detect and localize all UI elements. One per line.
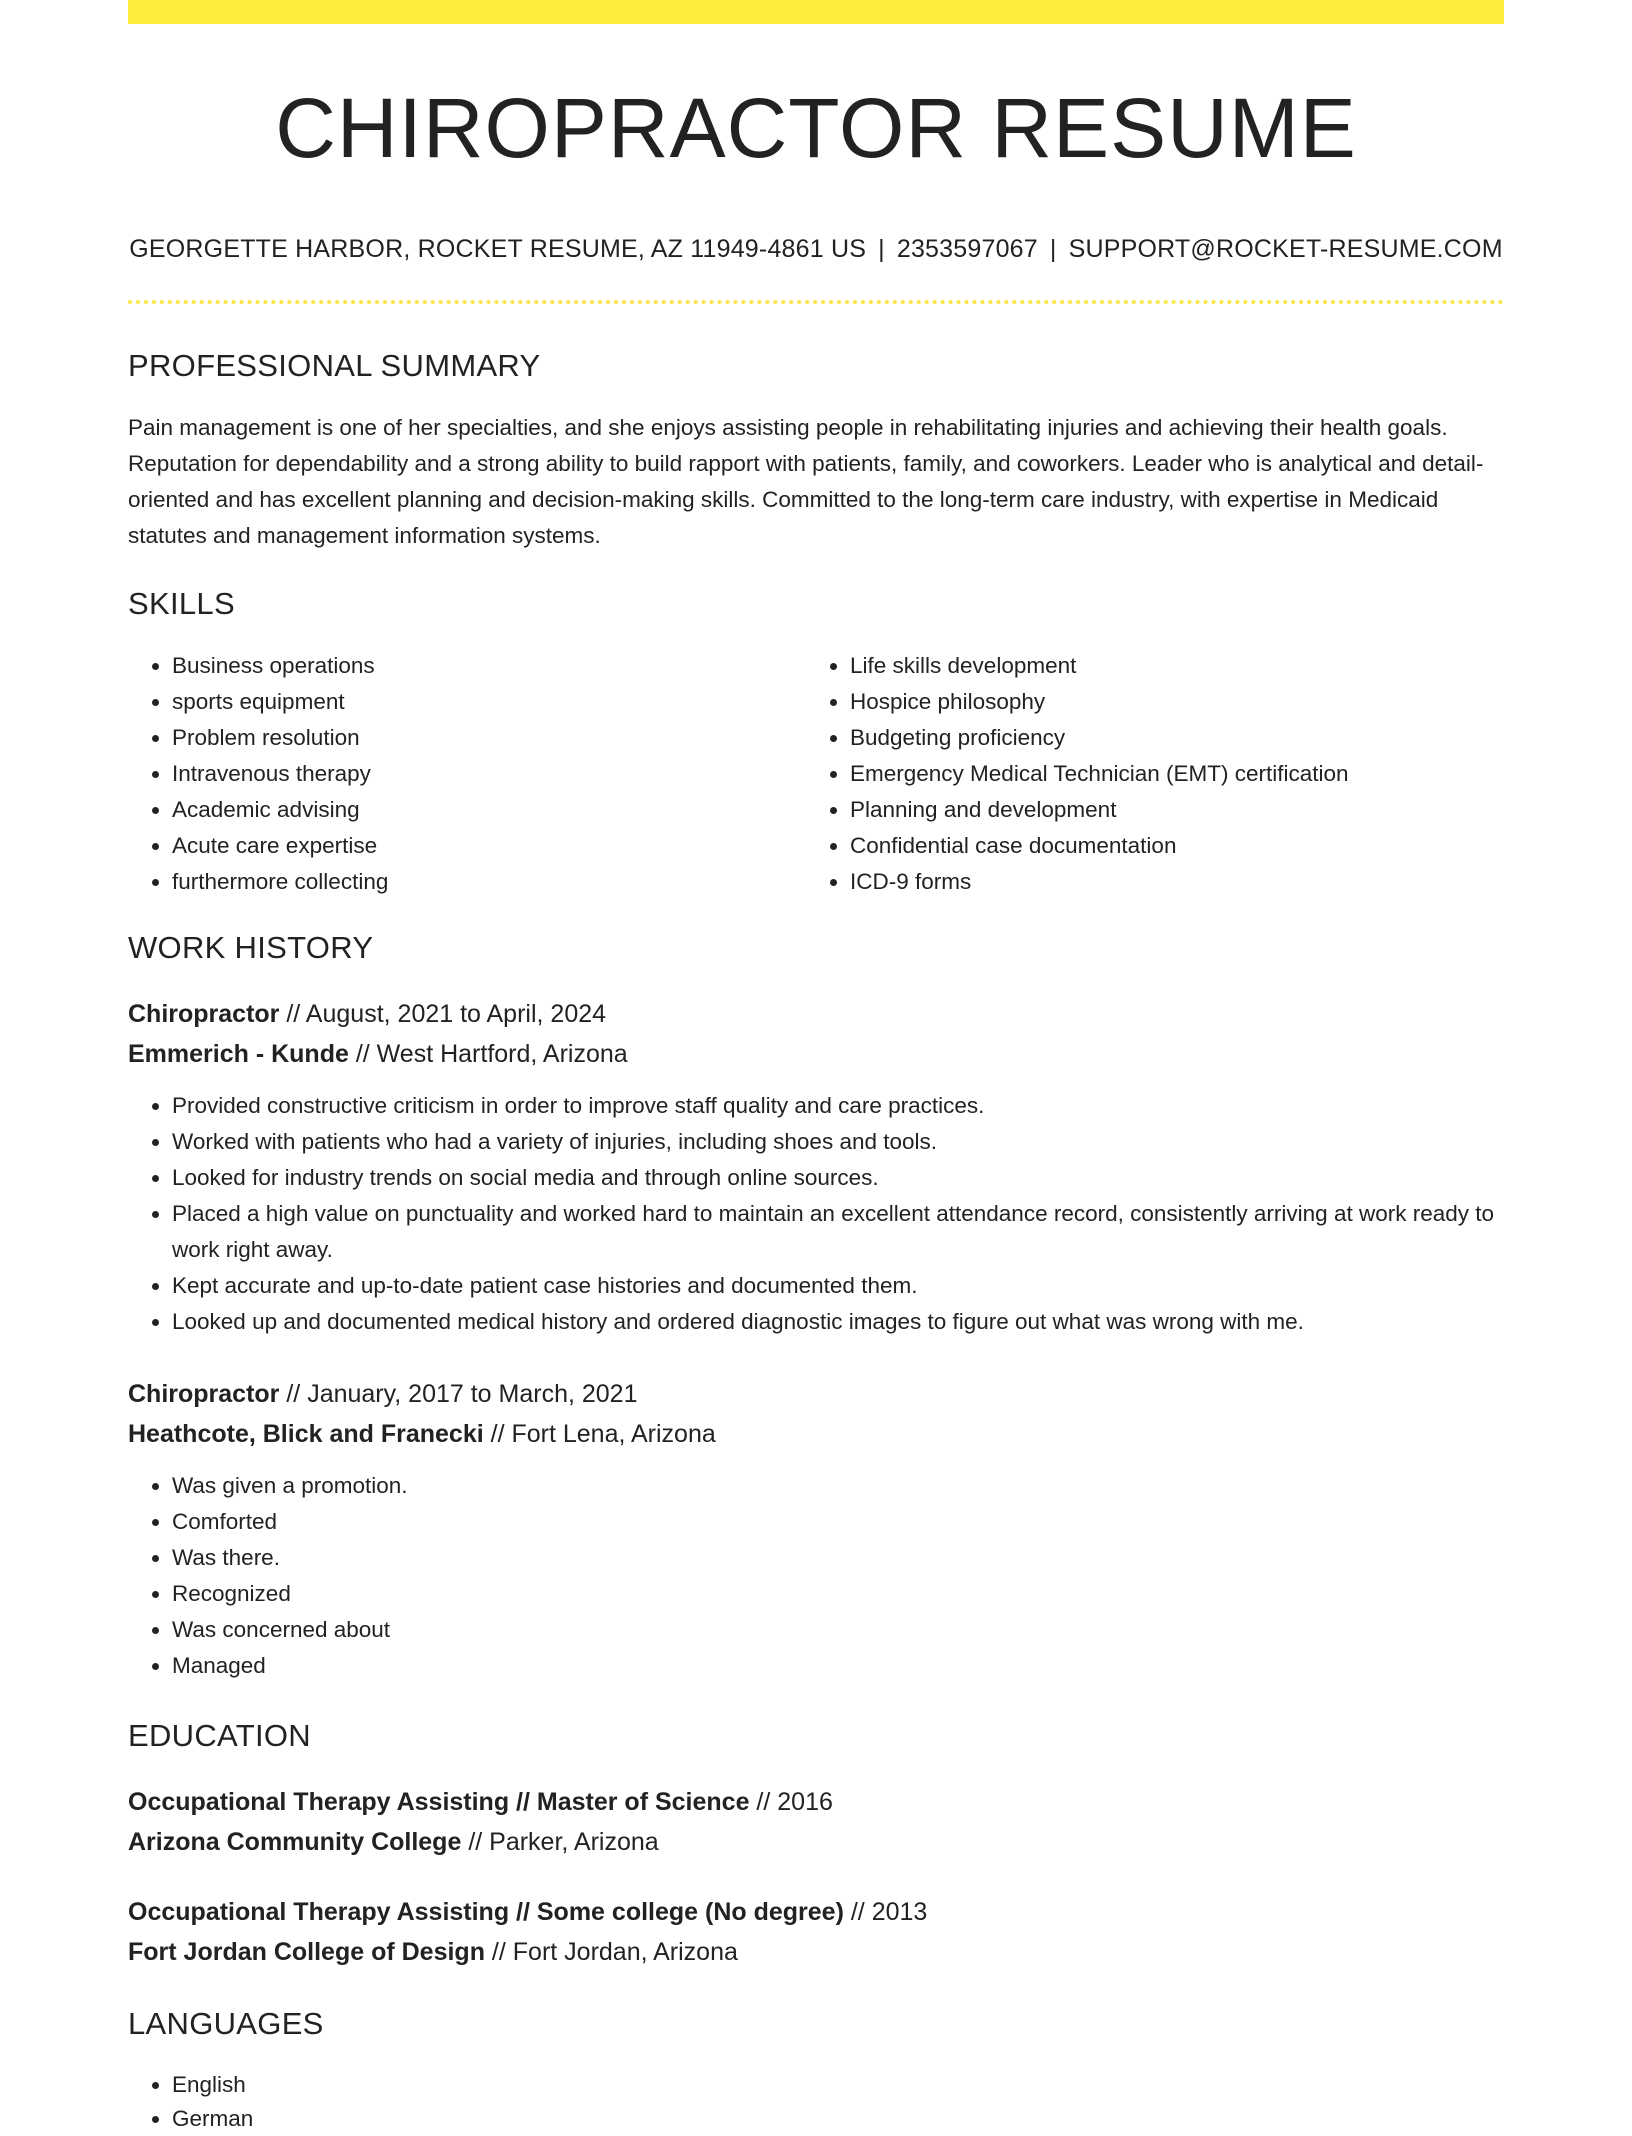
skill-item: • Confidential case documentation [850, 828, 1484, 864]
skill-item: • Academic advising [172, 792, 806, 828]
job-location: // Fort Lena, Arizona [483, 1420, 716, 1449]
job-bullet: • Kept accurate and up-to-date patient case histories and documented them. [172, 1268, 1504, 1304]
education-school: Fort Jordan College of Design [128, 1938, 485, 1967]
job-bullet: • Managed [172, 1648, 1504, 1684]
skill-item: • sports equipment [172, 684, 806, 720]
job-bullet: • Recognized [172, 1576, 1504, 1612]
summary-heading: PROFESSIONAL SUMMARY [128, 348, 541, 384]
skill-item: • Intravenous therapy [172, 756, 806, 792]
job-title-line [128, 994, 1504, 1034]
contact-address: GEORGETTE HARBOR, ROCKET RESUME, AZ 11949-4861 US [129, 235, 867, 264]
education-degree: Occupational Therapy Assisting // Master of Science [128, 1788, 750, 1817]
skills-column-right [806, 648, 1484, 900]
dotted-divider [128, 300, 1504, 304]
job-bullet: • Looked for industry trends on social media and through online sources. [172, 1160, 1504, 1196]
education-year: // 2016 [749, 1788, 833, 1817]
contact-phone: 2353597067 [896, 235, 1038, 264]
skill-item: • Acute care expertise [172, 828, 806, 864]
job-bullet: • Provided constructive criticism in order to improve staff quality and care practices. [172, 1088, 1504, 1124]
education-location: // Parker, Arizona [461, 1828, 659, 1857]
skill-item: • Budgeting proficiency [850, 720, 1484, 756]
skill-item: • furthermore collecting [172, 864, 806, 900]
education-heading: EDUCATION [128, 1718, 311, 1754]
skill-item: • Emergency Medical Technician (EMT) certification [850, 756, 1484, 792]
job-company-line [128, 1034, 1504, 1074]
skill-item: • Hospice philosophy [850, 684, 1484, 720]
skill-item: • ICD-9 forms [850, 864, 1484, 900]
job-entry [128, 1374, 1504, 1684]
job-dates: // August, 2021 to April, 2024 [279, 1000, 607, 1029]
resume-page [128, 0, 1504, 2136]
skills-column-left [128, 648, 806, 900]
summary-text: Pain management is one of her specialties, and she enjoys assisting people in rehabilitating injuries and achieving their health goals. Reputation for dependability and a strong ability to build rapport with patients, family, and coworkers. Leader who is analytical and detail-oriented and has excellent planning and decision-making skills. Committed to the long-term care industry, with expertise in Medicaid statutes and management information systems. [128, 415, 1484, 549]
education-location: // Fort Jordan, Arizona [484, 1938, 738, 1967]
language-item: • German [172, 2102, 1504, 2136]
job-title: Chiropractor [128, 1000, 280, 1029]
education-school: Arizona Community College [128, 1828, 462, 1857]
languages-list [128, 2068, 1504, 2136]
education-year: // 2013 [843, 1898, 928, 1927]
skill-item: • Planning and development [850, 792, 1484, 828]
job-bullet: • Placed a high value on punctuality and worked hard to maintain an excellent attendance record, consistently arriving at work ready to work right away. [172, 1196, 1504, 1268]
job-bullet: • Was there. [172, 1540, 1504, 1576]
job-bullet: • Was given a promotion. [172, 1468, 1504, 1504]
education-school-line [128, 1932, 1504, 1972]
languages-heading: LANGUAGES [128, 2006, 324, 2042]
education-degree-line [128, 1782, 1504, 1822]
skill-item: • Business operations [172, 648, 806, 684]
job-title-line [128, 1374, 1504, 1414]
job-bullet: • Looked up and documented medical history and ordered diagnostic images to figure out what was wrong with me. [172, 1304, 1504, 1340]
education-degree-line [128, 1892, 1504, 1932]
work-history-heading: WORK HISTORY [128, 930, 374, 966]
job-title: Chiropractor [128, 1380, 280, 1409]
education-entry [128, 1892, 1504, 1972]
contact-line [128, 234, 1504, 264]
job-bullet: • Comforted [172, 1504, 1504, 1540]
job-bullets [128, 1468, 1504, 1684]
skill-item: • Problem resolution [172, 720, 806, 756]
contact-separator: | [878, 235, 885, 264]
job-bullet: • Was concerned about [172, 1612, 1504, 1648]
job-bullet: • Worked with patients who had a variety of injuries, including shoes and tools. [172, 1124, 1504, 1160]
accent-bar [128, 0, 1504, 24]
skill-item: • Life skills development [850, 648, 1484, 684]
job-company: Emmerich - Kunde [128, 1040, 349, 1069]
contact-email: SUPPORT@ROCKET-RESUME.COM [1068, 235, 1503, 264]
job-company: Heathcote, Blick and Franecki [128, 1420, 484, 1449]
contact-separator: | [1049, 235, 1057, 264]
job-company-line [128, 1414, 1504, 1454]
language-item: • English [172, 2068, 1504, 2102]
job-bullets [128, 1088, 1504, 1340]
job-dates: // January, 2017 to March, 2021 [279, 1380, 638, 1409]
education-entry [128, 1782, 1504, 1862]
skills-heading: SKILLS [128, 586, 235, 622]
resume-title: CHIROPRACTOR RESUME [275, 81, 1357, 175]
education-degree: Occupational Therapy Assisting // Some college (No degree) [128, 1898, 844, 1927]
skills-list [128, 648, 1504, 900]
job-entry [128, 994, 1504, 1340]
education-school-line [128, 1822, 1504, 1862]
job-location: // West Hartford, Arizona [348, 1040, 628, 1069]
